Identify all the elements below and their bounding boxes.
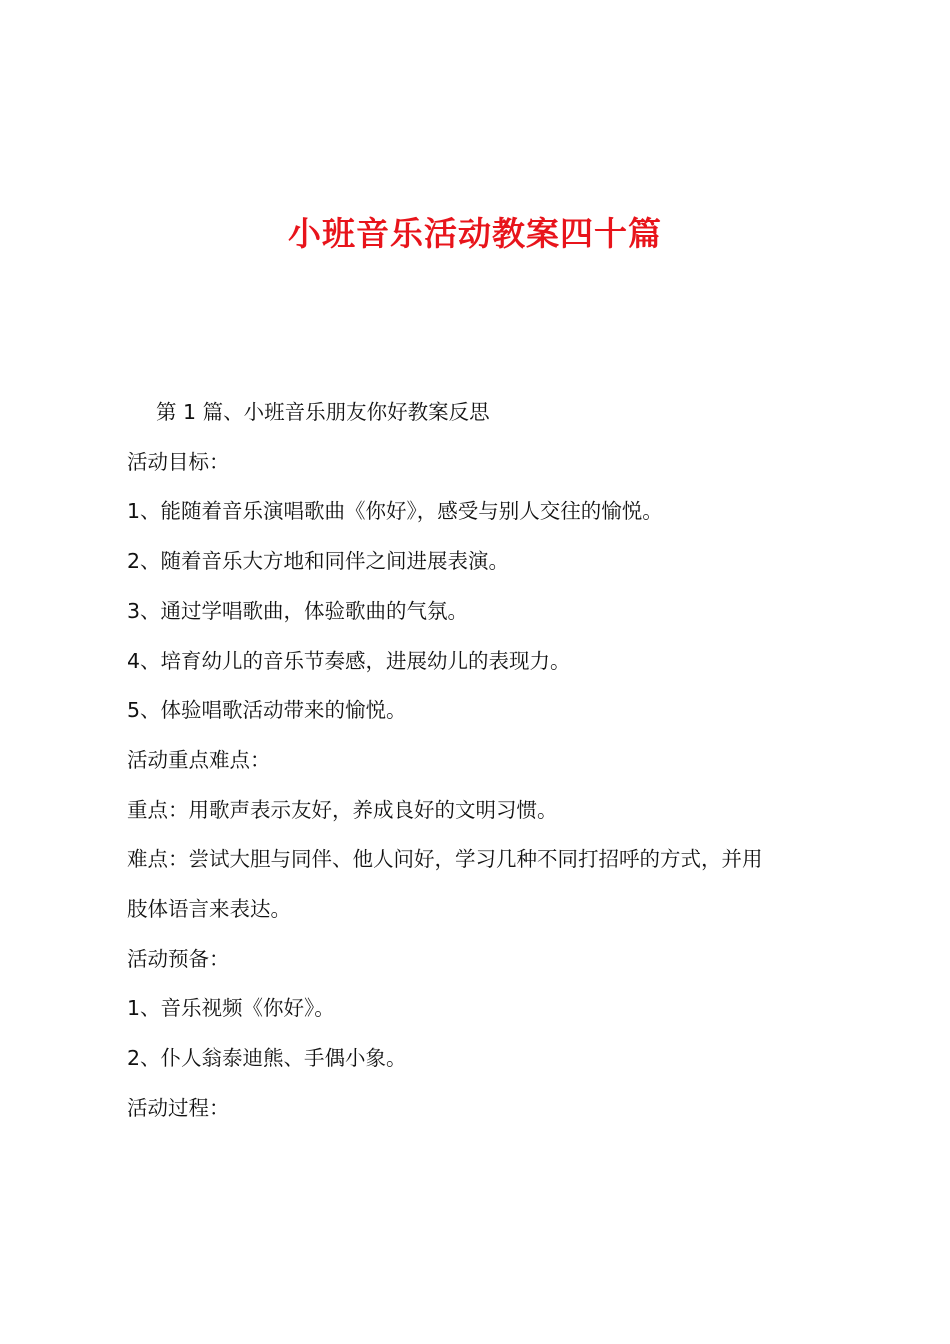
prep-heading: 活动预备： xyxy=(127,946,230,971)
prep-item-2: 2、仆人翁泰迪熊、手偶小象。 xyxy=(127,1046,407,1071)
difficulty-line-1: 难点：尝试大胆与同伴、他人问好，学习几种不同打招呼的方式，并用 xyxy=(127,847,763,872)
goal-item-5: 5、体验唱歌活动带来的愉悦。 xyxy=(127,698,407,723)
goal-item-3: 3、通过学唱歌曲，体验歌曲的气氛。 xyxy=(127,598,469,623)
process-heading: 活动过程： xyxy=(127,1095,230,1120)
section-heading: 第 1 篇、小班音乐朋友你好教案反思 xyxy=(156,400,490,424)
goal-item-2: 2、随着音乐大方地和同伴之间进展表演。 xyxy=(127,549,510,574)
key-point: 重点：用歌声表示友好，养成良好的文明习惯。 xyxy=(127,797,558,822)
prep-item-1: 1、音乐视频《你好》。 xyxy=(127,996,335,1021)
goal-item-1: 1、能随着音乐演唱歌曲《你好》，感受与别人交往的愉悦。 xyxy=(127,499,663,524)
goal-item-4: 4、培育幼儿的音乐节奏感，进展幼儿的表现力。 xyxy=(127,648,571,673)
difficulty-line-2: 肢体语言来表达。 xyxy=(127,897,291,922)
document-title: 小班音乐活动教案四十篇 xyxy=(288,214,662,253)
document-body xyxy=(127,388,847,1134)
key-points-heading: 活动重点难点： xyxy=(127,747,271,772)
goals-heading: 活动目标： xyxy=(127,449,230,474)
